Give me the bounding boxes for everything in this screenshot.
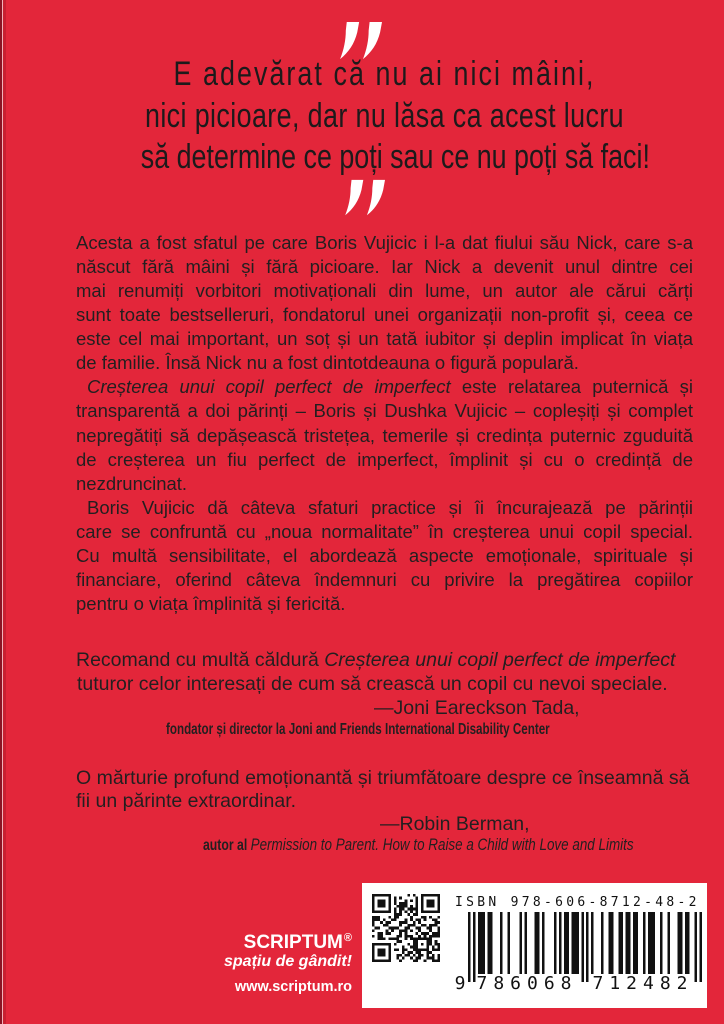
book-title: Permission to Parent. How to Raise a Child with Love and Limits — [250, 835, 634, 854]
book-title: Creșterea unui copil perfect de imperfect — [87, 376, 451, 398]
isbn-label: ISBN 978-606-8712-48-2 — [455, 895, 700, 910]
description-line: Acesta a fost sfatul pe care Boris Vujicic i l-a dat fiului său Nick, care s-a — [76, 232, 693, 253]
barcode-first-digit: 9 — [454, 973, 466, 994]
book-description — [76, 231, 693, 616]
barcode-bar — [468, 912, 470, 982]
quote-line: nici picioare, dar nu lăsa ca acest lucru — [144, 96, 625, 135]
description-line: născut fără mâini și fără picioare. Iar Nick a devenit unul dintre cei — [76, 256, 693, 278]
barcode-bar — [685, 912, 690, 974]
barcode-bar — [700, 912, 702, 982]
description-line: sunt toate bestselleruri, fondatorul unei organizații non-profit și, ceea ce — [76, 304, 693, 326]
barcode-bar — [677, 912, 682, 974]
testimonial-author: —Joni Eareckson Tada, — [374, 697, 580, 719]
description-line: mai renumiți vorbitori motivaționali din lume, un autor ale cărui cărți — [76, 280, 693, 302]
barcode-bar — [520, 912, 522, 974]
barcode-bar — [542, 912, 544, 974]
registered-mark: ® — [343, 932, 352, 944]
testimonial-author: —Robin Berman, — [380, 813, 530, 835]
qr-code — [372, 894, 440, 962]
barcode-bar — [559, 912, 561, 974]
barcode-bar — [586, 912, 588, 982]
barcode-bar — [488, 912, 493, 974]
description-line: pentru o viața împlinită și fericită. — [76, 592, 346, 614]
barcode-bar — [535, 912, 540, 974]
barcode-bar — [633, 912, 638, 974]
qr-code-modules — [372, 894, 440, 962]
book-title: Creșterea unui copil perfect de imperfect — [324, 649, 676, 671]
description-line: de creșterea un fiu perfect de imperfect, împlinit și cu o credință de — [76, 448, 693, 470]
barcode-left-digits: 786068 — [476, 973, 578, 994]
publisher-name: SCRIPTUM — [243, 932, 343, 953]
testimonial-author-role — [166, 720, 550, 740]
barcode-bar — [571, 912, 578, 974]
barcode-bar — [608, 912, 613, 974]
barcode-bar — [660, 912, 662, 974]
quotation-mark-icon — [342, 179, 390, 217]
barcode-bar — [695, 912, 697, 982]
description-line — [76, 375, 693, 399]
description-line: nezdruncinat. — [76, 472, 188, 494]
testimonial-line: tuturor celor interesați de cum să crească un copil cu nevoi speciale. — [77, 673, 668, 695]
description-line: financiare, oferind câteva îndemnuri cu privire la pregătirea copiilor — [76, 568, 693, 590]
barcode-bar — [601, 912, 603, 974]
barcode-bar — [500, 912, 502, 974]
barcode-bar — [591, 912, 593, 974]
quote-line: E adevărat că nu ai nici mâini, — [173, 55, 596, 93]
description-line: de familie. Însă Nick nu a fost dintotdeauna o figură populară. — [76, 352, 579, 374]
description-line: care se confruntă cu „noua normalitate” în creșterea unui copil special. — [76, 520, 693, 542]
description-text: este relatarea puternică și — [450, 376, 693, 398]
publisher-website: www.scriptum.ro — [234, 979, 352, 995]
testimonial-line — [76, 648, 675, 672]
barcode-bar — [554, 912, 556, 974]
barcode-bar — [626, 912, 631, 974]
barcode-bar — [643, 912, 645, 974]
testimonial-author-role — [203, 835, 634, 856]
description-line: Cu multă sensibilitate, el abordează aspecte emoționale, spirituale și — [76, 544, 693, 566]
testimonial-text: Recomand cu multă căldură — [76, 649, 325, 671]
description-line: este cel mai important, un soț și un tată iubitor și deplin implicat în viața — [76, 328, 693, 350]
barcode-bar — [507, 912, 509, 974]
quote-line: să determine ce poți sau ce nu poți să faci! — [140, 138, 650, 176]
publisher-tagline: spațiu de gândit! — [224, 953, 352, 970]
role-text: autor al — [203, 837, 251, 854]
testimonial-line: O mărturie profund emoționantă și triumfătoare despre ce înseamnă să — [76, 767, 690, 789]
barcode-bar — [648, 912, 655, 974]
barcode-bar — [564, 912, 569, 974]
barcode-bar — [473, 912, 475, 982]
barcode-bar — [478, 912, 485, 974]
barcode-bar — [668, 912, 670, 974]
role-text: fondator și director la Joni and Friends International Disability Center — [166, 721, 550, 738]
barcode-right-digits: 712482 — [592, 973, 694, 994]
barcode-bar — [581, 912, 583, 982]
barcode-bar — [618, 912, 623, 974]
description-line: Boris Vujicic dă câteva sfaturi practice și îi încurajează pe părinții — [87, 496, 693, 518]
testimonial-line: fii un părinte extraordinar. — [76, 790, 297, 812]
spine-edge — [0, 0, 6, 1024]
publisher-logo — [180, 928, 352, 953]
description-line: nepregătiți să depășească tristețea, temerile și credința puternic zguduită — [76, 424, 693, 446]
barcode-bar — [525, 912, 527, 974]
description-line: transparentă a doi părinți – Boris și Dushka Vujicic – copleșiți și complet — [76, 400, 693, 422]
